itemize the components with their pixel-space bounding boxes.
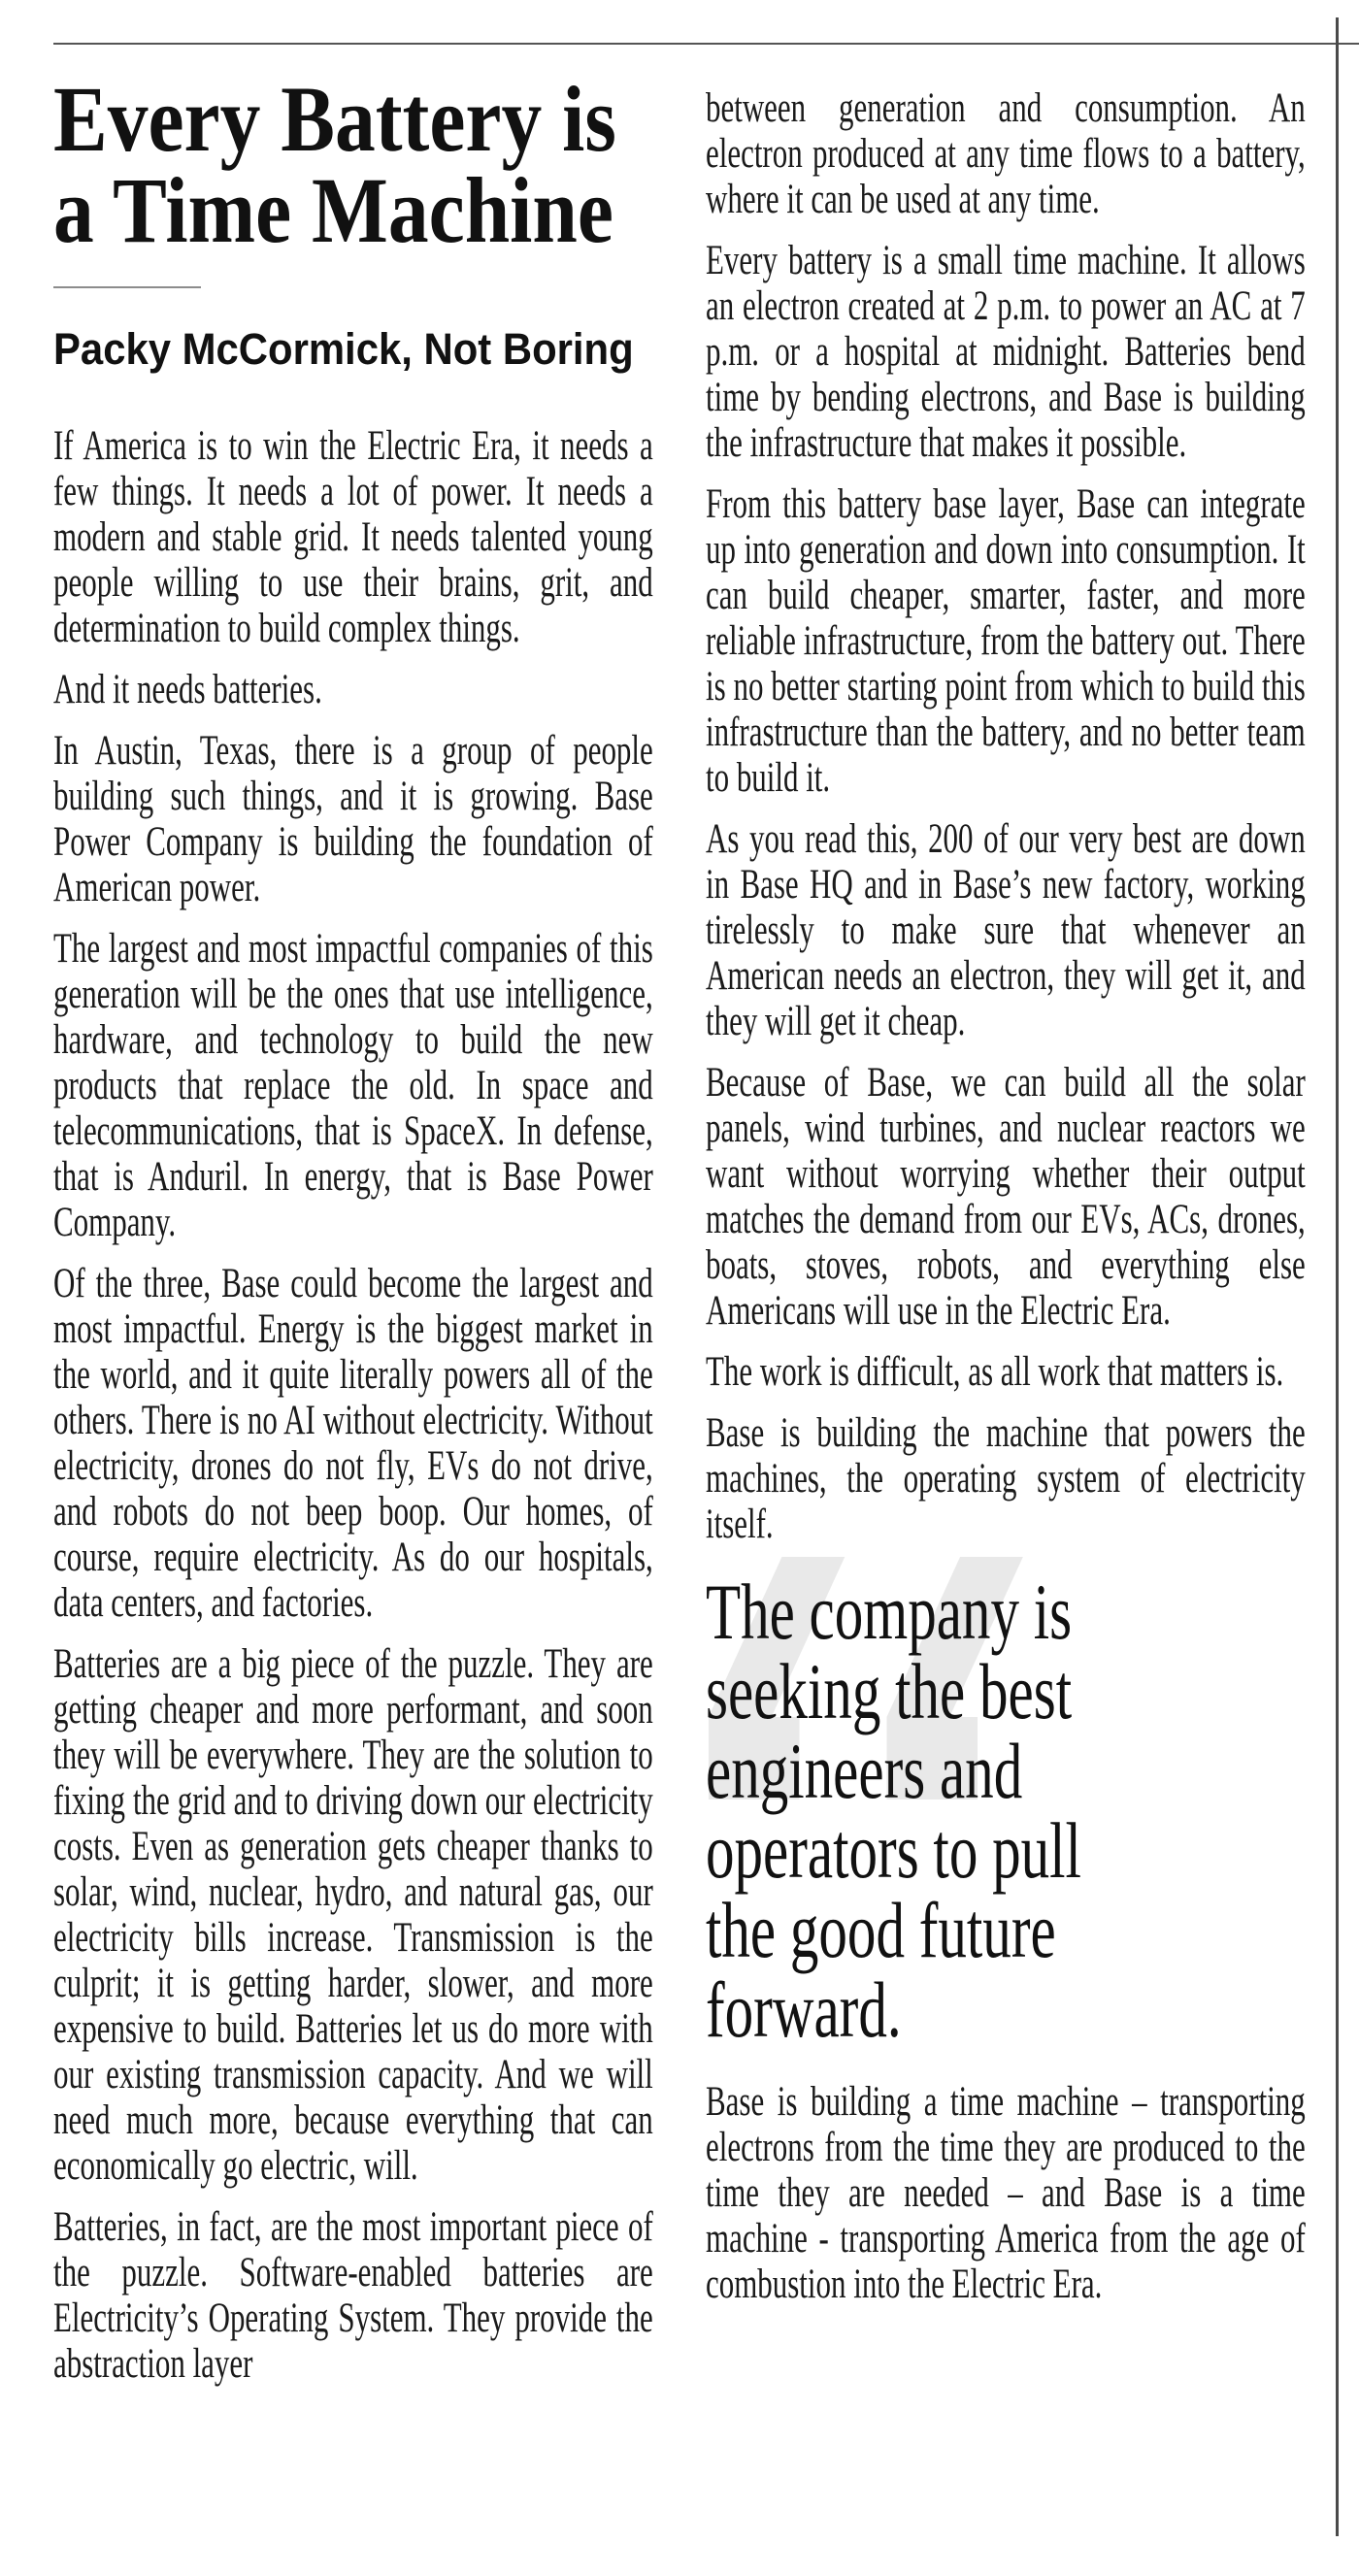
paragraph: Of the three, Base could become the largest and most impactful. Energy is the biggest market in the world, and it quite literally powers all of the others. There is no AI without electricity. Without electricity, drones do not fly, EVs do not drive, and robots do not beep boop. Our homes, of course, require electricity. As do our hospitals, data centers, and factories. [53, 1261, 653, 1626]
paragraph: Base is building a time machine – transporting electrons from the time they are produced to the time they are needed – and Base is a time machine - transporting America from the age of combustion into the Electric Era. [706, 2079, 1306, 2307]
paragraph: If America is to win the Electric Era, it needs a few things. It needs a lot of power. It needs a modern and stable grid. It needs talented young people willing to use their brains, grit, and determination to build complex things. [53, 423, 653, 651]
paragraph: Every battery is a small time machine. It allows an electron created at 2 p.m. to power an AC at 7 p.m. or a hospital at midnight. Batteries bend time by bending electrons, and Base is building the infrastructure that makes it possible. [706, 238, 1306, 466]
pull-quote-line: operators to pull [706, 1806, 1081, 1895]
top-rule [53, 43, 1359, 45]
byline-rule [53, 286, 201, 288]
right-column [706, 85, 1306, 2323]
pull-quote-line: engineers and [706, 1727, 1023, 1815]
paragraph: Batteries, in fact, are the most important piece of the puzzle. Software-enabled batteries are Electricity’s Operating System. They provide the abstraction layer [53, 2204, 653, 2387]
pull-quote-line: forward. [706, 1965, 902, 2054]
paragraph: Because of Base, we can build all the solar panels, wind turbines, and nuclear reactors we want without worrying whether their output matches the demand from our EVs, ACs, drones, boats, stoves, robots, and everything else Americans will use in the Electric Era. [706, 1060, 1306, 1334]
article-title [53, 67, 695, 262]
paragraph: Batteries are a big piece of the puzzle. They are getting cheaper and more performant, and soon they will be everywhere. They are the solution to fixing the grid and to driving down our electricity costs. Even as generation gets cheaper thanks to solar, wind, nuclear, hydro, and natural gas, our electricity bills increase. Transmission is the culprit; it is getting harder, slower, and more expensive to build. Batteries let us do more with our existing transmission capacity. And we will need much more, because everything that can economically go electric, will. [53, 1641, 653, 2189]
paragraph: Base is building the machine that powers the machines, the operating system of electricity itself. [706, 1410, 1306, 1547]
paragraph: From this battery base layer, Base can integrate up into generation and down into consumption. It can build cheaper, smarter, faster, and more reliable infrastructure, from the battery out. There is no better starting point from which to build this infrastructure than the battery, and no better team to build it. [706, 481, 1306, 801]
paragraph: The largest and most impactful companies of this generation will be the ones that use intelligence, hardware, and technology to build the new products that replace the old. In space and telecommunications, that is SpaceX. In defense, that is Anduril. In energy, that is Base Power Company. [53, 926, 653, 1245]
pull-quote-line: The company is [706, 1568, 1073, 1656]
paragraph: The work is difficult, as all work that matters is. [706, 1349, 1284, 1395]
paragraph: As you read this, 200 of our very best are down in Base HQ and in Base’s new factory, working tirelessly to make sure that whenever an American needs an electron, they will get it, and they will get it cheap. [706, 816, 1306, 1044]
left-column-text [53, 423, 653, 2387]
right-column-lower-text [706, 2079, 1306, 2307]
byline: Packy McCormick, Not Boring [53, 324, 634, 374]
paragraph: And it needs batteries. [53, 667, 322, 712]
title-line: a Time Machine [53, 158, 613, 262]
title-line: Every Battery is [53, 67, 616, 171]
pull-quote-line: seeking the best [706, 1647, 1073, 1735]
side-rule [1336, 17, 1339, 2536]
pull-quote-text [706, 1568, 1306, 2054]
paragraph: between generation and consumption. An electron produced at any time flows to a battery, where it can be used at any time. [706, 85, 1306, 222]
right-column-upper-text [706, 85, 1306, 1547]
pull-quote-line: the good future [706, 1886, 1056, 1974]
right-column-text [706, 85, 1306, 2307]
paragraph: In Austin, Texas, there is a group of people building such things, and it is growing. Base Power Company is building the foundation of American power. [53, 728, 653, 910]
pull-quote [706, 1568, 1306, 2054]
left-column [53, 423, 653, 2402]
